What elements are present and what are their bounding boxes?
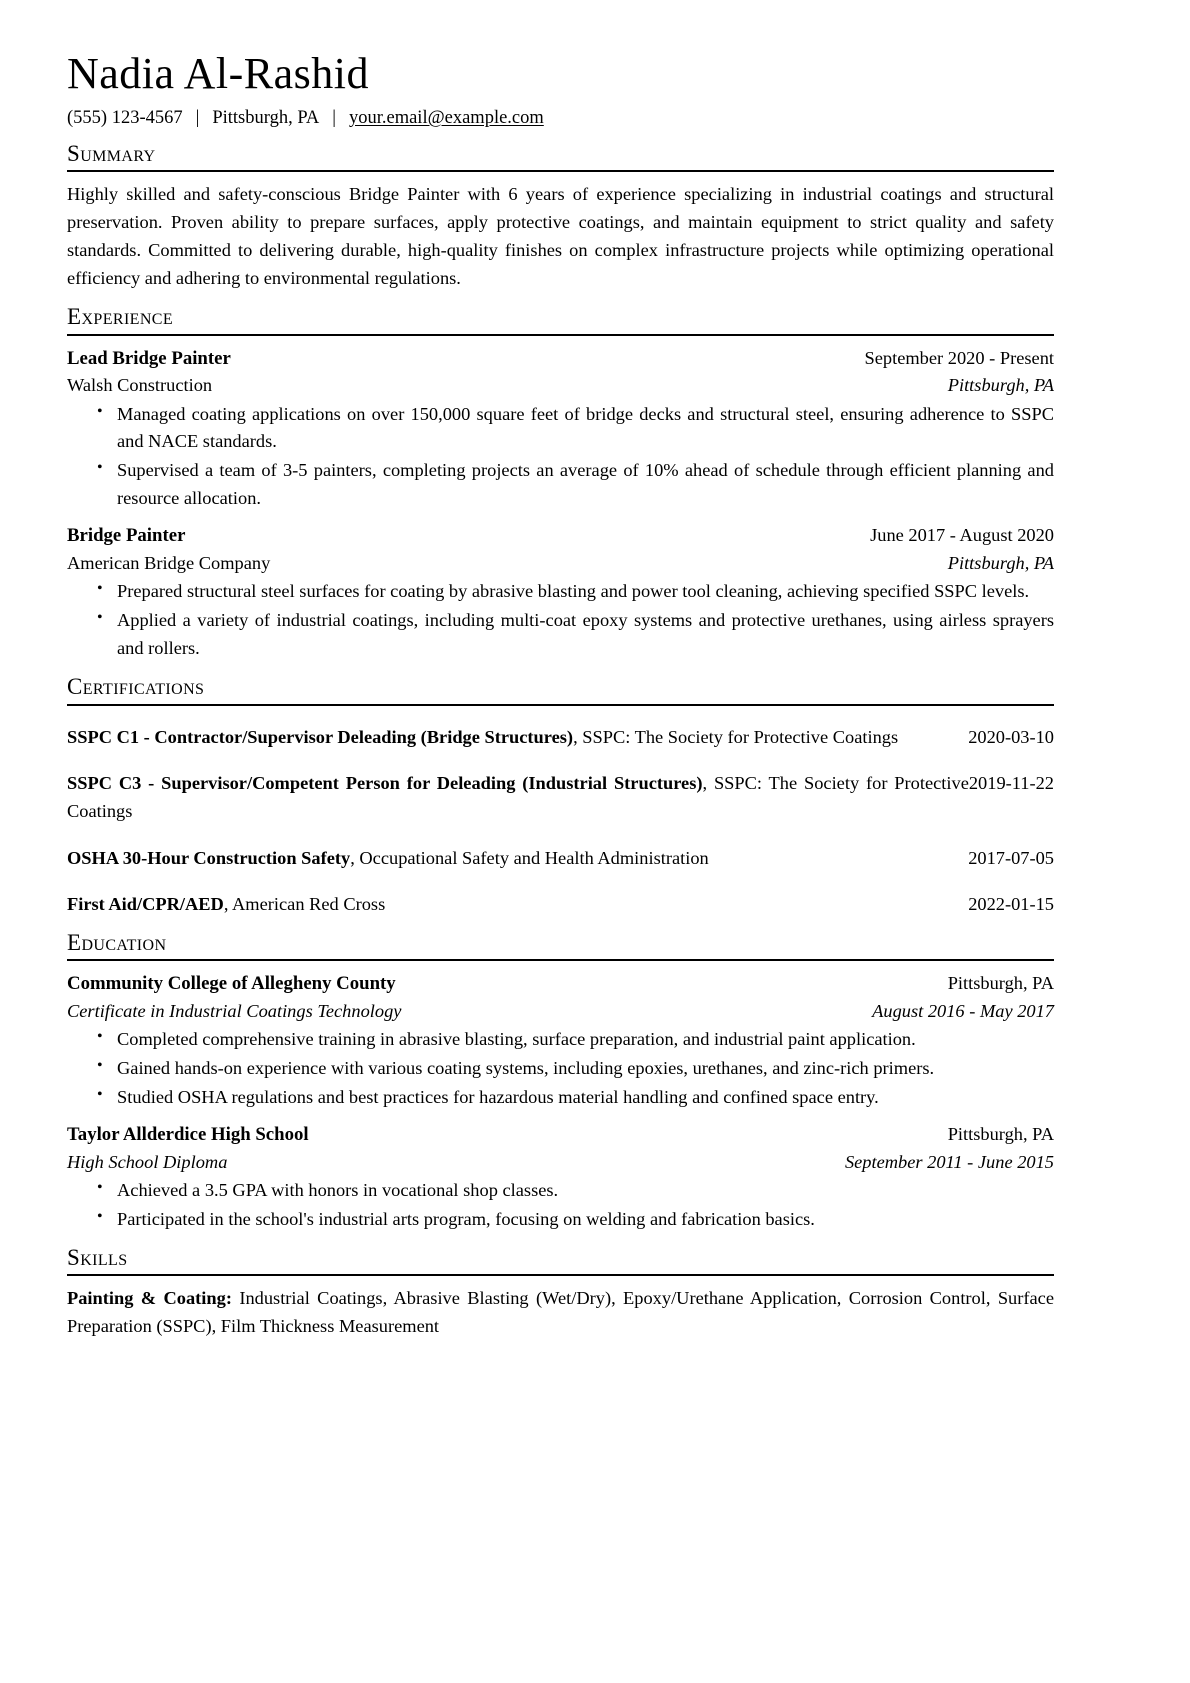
certification-name: OSHA 30-Hour Construction Safety bbox=[67, 847, 351, 868]
summary-rule bbox=[67, 170, 1054, 172]
job-bullet: • Prepared structural steel surfaces for coating by abrasive blasting and power tool cleaning, achieving specified SSPC levels. bbox=[97, 578, 1054, 606]
job-bullet: • Supervised a team of 3-5 painters, completing projects an average of 10% ahead of schedule through efficient planning and resource allocation. bbox=[97, 457, 1054, 513]
job-location: Pittsburgh, PA bbox=[947, 553, 1054, 574]
certification-item bbox=[67, 724, 1054, 752]
experience-title-row bbox=[67, 522, 1054, 550]
resume-header bbox=[67, 48, 1054, 130]
experience-title-row bbox=[67, 345, 1054, 373]
email-link[interactable]: your.email@example.com bbox=[348, 107, 544, 128]
certification-issuer: , SSPC: The Society for Protective Coatings bbox=[573, 726, 899, 747]
certification-date: 2020-03-10 bbox=[968, 726, 1054, 747]
education-school-row bbox=[67, 1121, 1054, 1149]
degree-name: High School Diploma bbox=[67, 1151, 228, 1172]
skill-category: Painting & Coating: bbox=[67, 1288, 232, 1309]
education-bullet: • Participated in the school's industrial arts program, focusing on welding and fabrication basics. bbox=[97, 1206, 1054, 1234]
job-company: Walsh Construction bbox=[67, 375, 213, 396]
job-bullet-list bbox=[67, 401, 1054, 514]
education-bullet: • Gained hands-on experience with various coating systems, including epoxies, urethanes, and zinc-rich primers. bbox=[97, 1055, 1054, 1083]
job-company: American Bridge Company bbox=[67, 553, 271, 574]
skills-heading: Skills bbox=[67, 1244, 128, 1270]
skill-group bbox=[67, 1285, 1054, 1341]
job-date: June 2017 - August 2020 bbox=[870, 525, 1054, 546]
certification-name: SSPC C3 - Supervisor/Competent Person for Deleading (Industrial Structures) bbox=[67, 773, 703, 794]
education-heading: Education bbox=[67, 929, 167, 955]
school-name: Taylor Allderdice High School bbox=[67, 1124, 309, 1146]
summary-text: Highly skilled and safety-conscious Bridge Painter with 6 years of experience specializing in industrial coatings and structural preservation. Proven ability to prepare surfaces, apply protective coatings, and maintain equipment to strict quality and safety standards. Committed to delivering durable, high-quality finishes on complex infrastructure projects while optimizing operational efficiency and adhering to environmental regulations. bbox=[67, 184, 1054, 289]
certification-item bbox=[67, 845, 1054, 873]
education-bullet: • Achieved a 3.5 GPA with honors in vocational shop classes. bbox=[97, 1177, 1054, 1205]
job-bullet: • Managed coating applications on over 150,000 square feet of bridge decks and structural steel, ensuring adherence to SSPC and NACE standards. bbox=[97, 401, 1054, 457]
education-entry bbox=[67, 1121, 1054, 1234]
contact-separator-1: | bbox=[195, 107, 200, 128]
certification-issuer: , American Red Cross bbox=[223, 893, 386, 914]
phone-text: (555) 123-4567 bbox=[67, 107, 183, 128]
job-title: Lead Bridge Painter bbox=[67, 347, 231, 369]
job-date: September 2020 - Present bbox=[864, 347, 1054, 368]
certification-item bbox=[67, 891, 1054, 919]
education-degree-row bbox=[67, 998, 1054, 1024]
certification-issuer: , Occupational Safety and Health Administration bbox=[350, 847, 709, 868]
candidate-name: Nadia Al-Rashid bbox=[67, 49, 370, 98]
education-bullet: • Completed comprehensive training in abrasive blasting, surface preparation, and industrial paint application. bbox=[97, 1026, 1054, 1054]
skills-rule bbox=[67, 1274, 1054, 1276]
education-date: September 2011 - June 2015 bbox=[844, 1151, 1054, 1172]
certifications-rule bbox=[67, 704, 1054, 706]
contact-separator-2: | bbox=[332, 107, 336, 128]
experience-section bbox=[67, 304, 1054, 663]
school-location: Pittsburgh, PA bbox=[947, 973, 1054, 994]
education-section bbox=[67, 930, 1054, 1234]
experience-org-row bbox=[67, 372, 1054, 398]
job-title: Bridge Painter bbox=[67, 525, 186, 547]
experience-heading: Experience bbox=[67, 304, 174, 330]
education-bullet-list bbox=[67, 1177, 1054, 1234]
experience-org-row bbox=[67, 550, 1054, 576]
education-date: August 2016 - May 2017 bbox=[872, 1001, 1054, 1022]
certifications-section bbox=[67, 674, 1054, 919]
education-bullet-list bbox=[67, 1026, 1054, 1112]
certification-date: 2017-07-05 bbox=[968, 847, 1054, 868]
summary-section bbox=[67, 141, 1054, 293]
education-degree-row bbox=[67, 1149, 1054, 1175]
education-rule bbox=[67, 959, 1054, 961]
school-location: Pittsburgh, PA bbox=[947, 1124, 1054, 1145]
school-name: Community College of Allegheny County bbox=[67, 973, 396, 995]
education-school-row bbox=[67, 970, 1054, 998]
experience-rule bbox=[67, 334, 1054, 336]
certifications-heading: Certifications bbox=[67, 674, 205, 700]
location-text: Pittsburgh, PA bbox=[212, 107, 320, 128]
contact-line bbox=[67, 106, 1054, 130]
certification-date: 2022-01-15 bbox=[968, 893, 1054, 914]
job-bullet: • Applied a variety of industrial coatings, including multi-coat epoxy systems and protective urethanes, using airless sprayers and rollers. bbox=[97, 607, 1054, 663]
experience-entry bbox=[67, 522, 1054, 663]
summary-heading: Summary bbox=[67, 140, 156, 166]
skill-values: Industrial Coatings, Abrasive Blasting (Wet/Dry), Epoxy/Urethane Application, Corrosion Control, Surface Preparation (SSPC), Film Thickness Measurement bbox=[67, 1288, 1054, 1337]
education-entry bbox=[67, 970, 1054, 1112]
job-location: Pittsburgh, PA bbox=[947, 375, 1054, 396]
certification-name: First Aid/CPR/AED bbox=[67, 893, 224, 914]
job-bullet-list bbox=[67, 578, 1054, 663]
experience-entry bbox=[67, 345, 1054, 514]
certification-name: SSPC C1 - Contractor/Supervisor Deleading (Bridge Structures) bbox=[67, 726, 574, 747]
certification-date: 2019-11-22 bbox=[968, 773, 1054, 794]
skills-section bbox=[67, 1245, 1054, 1341]
degree-name: Certificate in Industrial Coatings Technology bbox=[67, 1001, 402, 1022]
certification-issuer: , SSPC: The Society for Protective Coatings bbox=[67, 773, 969, 822]
certification-item bbox=[67, 770, 1054, 826]
education-bullet: • Studied OSHA regulations and best practices for hazardous material handling and confined space entry. bbox=[97, 1084, 1054, 1112]
